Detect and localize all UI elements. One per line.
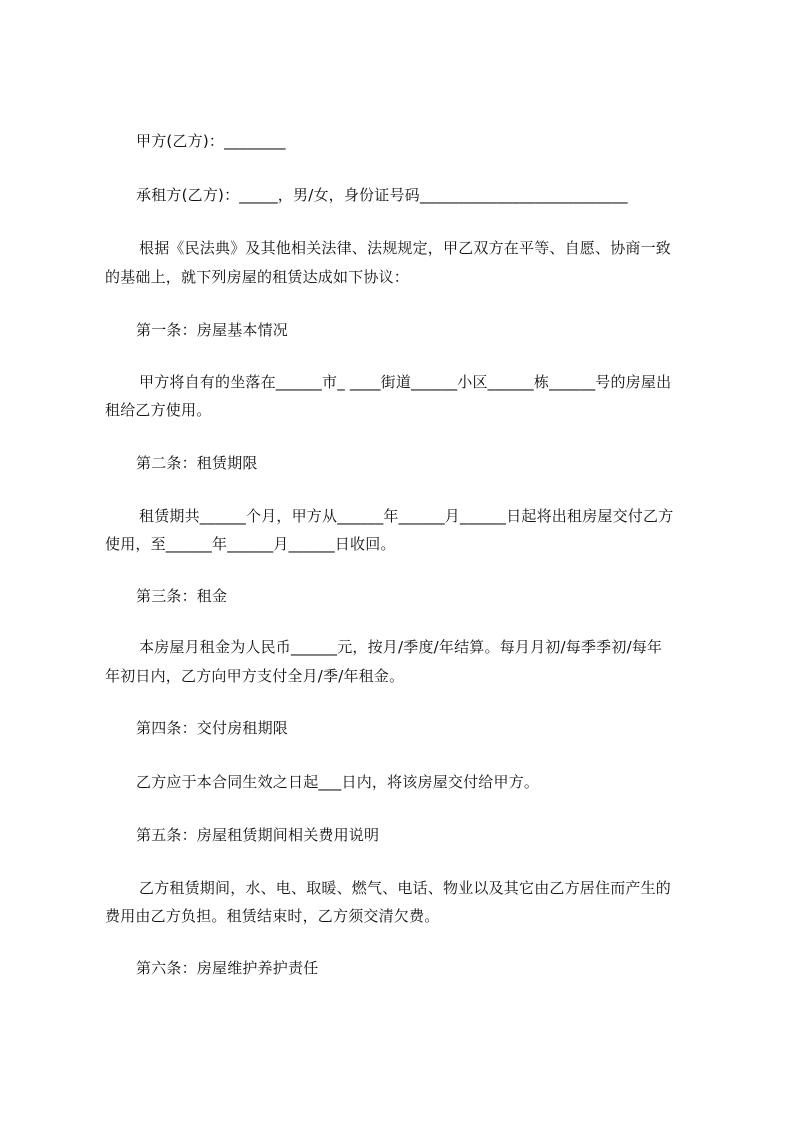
article-5-line-1: 乙方租赁期间，水、电、取暖、燃气、电话、物业以及其它由乙方居住而产生的: [139, 879, 672, 897]
party-a-line: 甲方(乙方)：________: [136, 132, 286, 150]
article-4-heading: 第四条：交付房租期限: [136, 719, 289, 737]
preamble-line-2: 的基础上，就下列房屋的租赁达成如下协议：: [105, 268, 410, 286]
article-2-line-1: 租赁期共______个月，甲方从______年______月______日起将出租房屋交付乙方: [139, 507, 674, 525]
article-3-line-1: 本房屋月租金为人民币______元，按月/季度/年结算。每月月初/每季季初/每年: [139, 638, 663, 656]
article-5-line-2: 费用由乙方负担。租赁结束时，乙方须交清欠费。: [105, 907, 440, 925]
article-4-line-1: 乙方应于本合同生效之日起___日内，将该房屋交付给甲方。: [136, 773, 540, 791]
article-3-heading: 第三条：租金: [136, 587, 228, 605]
article-1-line-2: 租给乙方使用。: [105, 401, 212, 419]
article-1-heading: 第一条：房屋基本情况: [136, 321, 289, 339]
article-3-line-2: 年初日内，乙方向甲方支付全月/季/年租金。: [105, 667, 405, 685]
article-6-heading: 第六条：房屋维护养护责任: [136, 959, 319, 977]
article-2-line-2: 使用，至______年______月______日收回。: [105, 535, 396, 553]
lessee-line: 承租方(乙方)：_____，男/女，身份证号码___________________________: [136, 186, 628, 204]
article-2-heading: 第二条：租赁期限: [136, 454, 258, 472]
preamble-line-1: 根据《民法典》及其他相关法律、法规规定，甲乙双方在平等、自愿、协商一致: [139, 239, 672, 257]
article-1-line-1: 甲方将自有的坐落在______市_ ____街道______小区______栋______号的房屋出: [139, 373, 672, 391]
article-5-heading: 第五条：房屋租赁期间相关费用说明: [136, 826, 380, 844]
